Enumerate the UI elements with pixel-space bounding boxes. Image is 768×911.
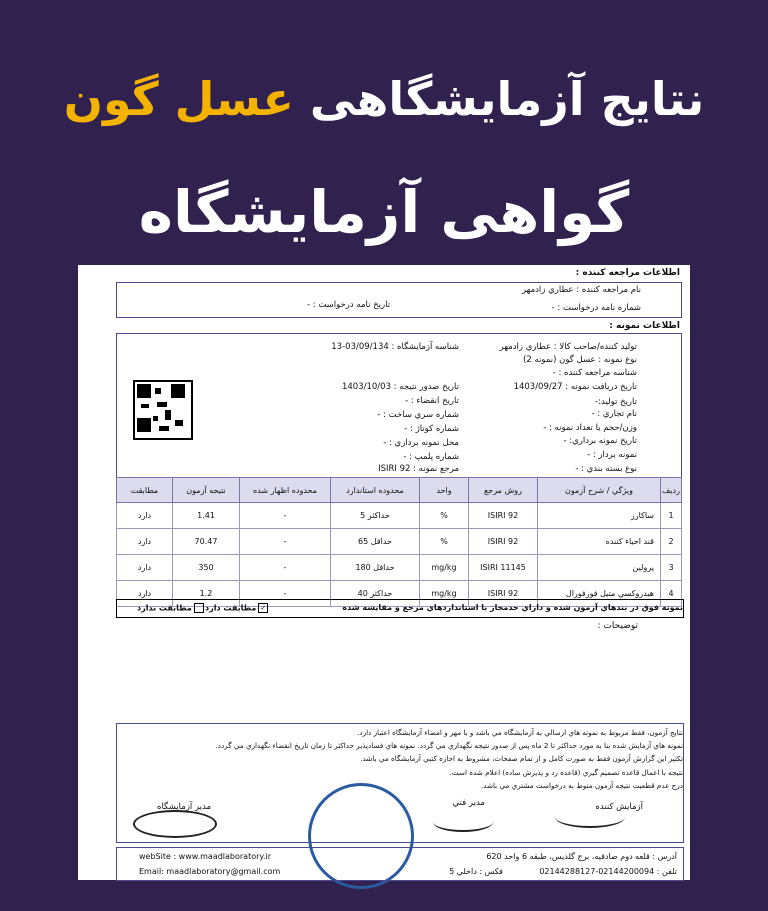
table-cell: ISIRI 92: [469, 581, 538, 607]
table-cell: حداکثر 40: [331, 581, 420, 607]
column-header: واحد: [420, 478, 469, 503]
column-header: ویژگي / شرح آزمون: [538, 478, 661, 503]
column-header: روش مرجع: [469, 478, 538, 503]
table-cell: ISIRI 92: [469, 503, 538, 529]
table-cell: دارد: [117, 555, 173, 581]
technical-manager-signature: [433, 812, 493, 832]
sample-field: مرجع نمونه : ISIRI 92: [378, 464, 459, 474]
sample-field: شماره پلمپ : -: [403, 452, 459, 462]
table-cell: 350: [173, 555, 240, 581]
table-cell: قند احیاء کننده: [538, 529, 661, 555]
checked-box-icon: ✓: [258, 603, 268, 613]
sample-field: شناسه مراجعه کننده : -: [552, 368, 637, 378]
sample-field: نام تجاري : -: [591, 409, 637, 419]
sample-section-title: اطلاعات نمونه :: [609, 321, 680, 331]
table-cell: دارد: [117, 529, 173, 555]
column-header: ردیف: [661, 478, 682, 503]
disclaimer-line: تکثیر این گزارش آزمون فقط به صورت کامل و از تمام صفحات، مشروط به اجازه کتبي آزمایشگاه مي باشد.: [360, 754, 683, 763]
qr-code: [133, 380, 193, 440]
results-header-row: [117, 478, 682, 503]
table-cell: mg/kg: [420, 581, 469, 607]
technical-manager-label: مدیر فني: [452, 798, 485, 808]
table-cell: 4: [661, 581, 682, 607]
phone: تلفن : 02144200094-02144288127: [539, 867, 677, 876]
hero-title-accent: عسل گون: [63, 72, 294, 126]
table-cell: پرولین: [538, 555, 661, 581]
request-number: شماره نامه درخواست : -: [551, 303, 641, 313]
sample-field: تاریخ دریافت نمونه : 1403/09/27: [513, 382, 637, 392]
table-cell: حداقل 65: [331, 529, 420, 555]
table-cell: 70.47: [173, 529, 240, 555]
sample-field: نوع نمونه : عسل گون (نمونه 2): [523, 355, 637, 365]
disclaimer-line: نتایج آزمون، فقط مربوط به نمونه هاي ارسالي به آزمایشگاه مي باشد و با مهر و امضاء آزمایشگاه اعتبار دارد.: [357, 728, 683, 737]
referrer-box: [116, 282, 682, 318]
nonconform-label: مطابقت ندارد: [137, 603, 192, 613]
table-cell: هیدروکسي متیل فورفورال: [538, 581, 661, 607]
email-link[interactable]: Email: maadlaboratory@gmail.com: [139, 867, 281, 876]
table-cell: 1.2: [173, 581, 240, 607]
table-cell: ISIRI 92: [469, 529, 538, 555]
website-link[interactable]: webSite : www.maadlaboratory.ir: [139, 852, 272, 861]
column-header: مطابقت: [117, 478, 173, 503]
tester-signature: [555, 806, 625, 828]
conformity-statement: نمونه فوق در بندهاي آزمون شده و داراي حدمجاز با استانداردهاي مرجع و مقایسه شده: [342, 603, 683, 612]
column-header: محدوده استاندارد: [331, 478, 420, 503]
sample-box: [116, 333, 682, 478]
fax: فکس : داخلي 5: [449, 867, 503, 876]
column-header: نتیجه آزمون: [173, 478, 240, 503]
table-cell: %: [420, 529, 469, 555]
table-row: [117, 503, 682, 529]
table-cell: %: [420, 503, 469, 529]
conform-option: [205, 603, 268, 613]
disclaimer-line: درج عدم قطعیت نتیجه آزمون منوط به درخواست مشتري مي باشد.: [480, 781, 683, 790]
column-header: محدوده اظهار شده: [240, 478, 331, 503]
table-cell: ساکارز: [538, 503, 661, 529]
disclaimer-line: نمونه هاي آزمایش شده بنا به مورد حداکثر تا 2 ماه پس از صدور نتیجه نگهداري مي گردد. نمونه هاي فسادپذیر حداکثر تا زمان تاریخ انقضاء نگهداري مي گردد.: [215, 741, 683, 750]
sample-field: شناسه آزمایشگاه : 03/09/134-13: [331, 342, 459, 352]
table-cell: -: [240, 581, 331, 607]
table-cell: 3: [661, 555, 682, 581]
nonconform-option: [137, 603, 204, 613]
sample-field: شماره سري ساخت : -: [377, 410, 459, 420]
sample-field: وزن/حجم یا تعداد نمونه : -: [543, 423, 637, 433]
address: آدرس : قلعه دوم صادقیه، برج گلدیس، طبقه 6 واحد 620: [486, 852, 677, 861]
sample-field: تاریخ انقضاء : -: [405, 396, 459, 406]
tester-label: آزمایش کننده: [595, 802, 643, 812]
checkbox-icon: [194, 603, 204, 613]
sample-field: نوع بسته بندي : -: [575, 464, 637, 474]
table-row: [117, 529, 682, 555]
hero-title: [0, 72, 768, 126]
table-cell: ISIRI 11145: [469, 555, 538, 581]
hero-title-main: نتایج آزمایشگاهی: [293, 72, 705, 126]
table-cell: حداقل 180: [331, 555, 420, 581]
table-cell: دارد: [117, 503, 173, 529]
referrer-name: نام مراجعه کننده : عطاري زادمهر: [521, 285, 641, 295]
table-cell: حداکثر 5: [331, 503, 420, 529]
lab-manager-signature: [133, 810, 217, 838]
sample-field: تاریخ نمونه برداري: -: [563, 436, 637, 446]
results-table: [116, 477, 682, 607]
table-cell: -: [240, 503, 331, 529]
sample-field: تاریخ صدور نتیجه : 1403/10/03: [341, 382, 459, 392]
table-cell: 2: [661, 529, 682, 555]
disclaimer-line: نتیجه با اعمال قاعده تصمیم گیري (قاعده رد و پذیرش ساده) اعلام شده است.: [449, 768, 683, 777]
hero-subtitle: گواهی آزمایشگاه: [138, 178, 630, 246]
sample-field: تولید کننده/صاحب کالا : عطاري زادمهر: [499, 342, 637, 352]
sample-field: محل نمونه برداري : -: [383, 438, 459, 448]
notes-label: توضیحات :: [597, 621, 638, 631]
referrer-section-title: اطلاعات مراجعه کننده :: [575, 268, 680, 278]
conform-label: مطابقت دارد: [205, 603, 257, 613]
contact-footer: [116, 847, 684, 881]
table-cell: 1: [661, 503, 682, 529]
table-cell: 1.41: [173, 503, 240, 529]
table-row: [117, 555, 682, 581]
sample-field: نمونه بردار : -: [587, 450, 637, 460]
table-cell: mg/kg: [420, 555, 469, 581]
sample-field: شماره کوتاژ : -: [404, 424, 459, 434]
table-cell: -: [240, 555, 331, 581]
conformity-legend: [116, 599, 684, 618]
table-cell: دارد: [117, 581, 173, 607]
table-cell: -: [240, 529, 331, 555]
lab-manager-label: مدیر آزمایشگاه: [157, 802, 212, 812]
lab-certificate: [78, 265, 690, 880]
sample-field: تاریخ تولید:-: [595, 397, 637, 407]
request-date: تاریخ نامه درخواست : -: [307, 300, 391, 310]
